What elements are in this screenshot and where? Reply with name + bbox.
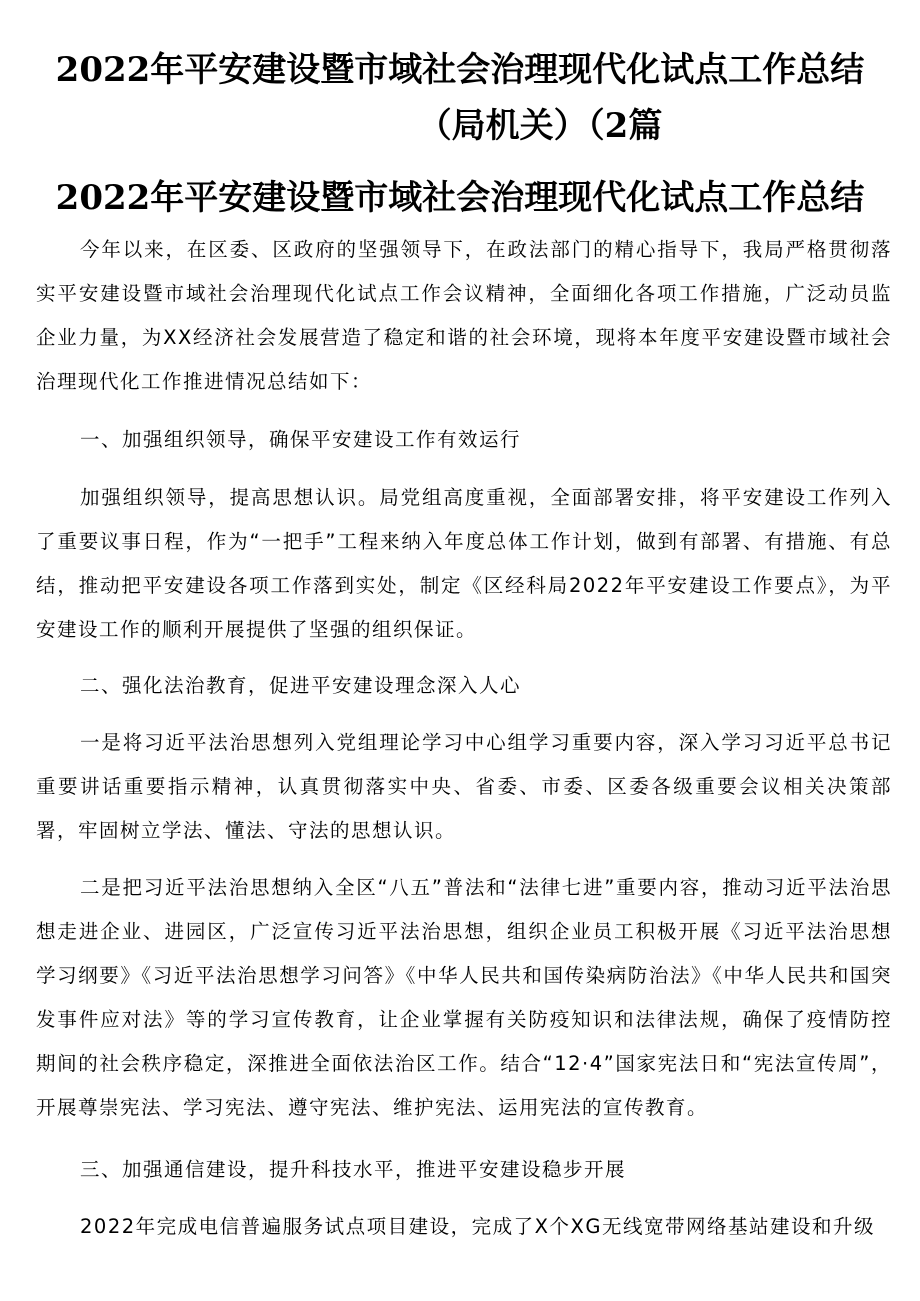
paragraph-study: 一是将习近平法治思想列入党组理论学习中心组学习重要内容，深入学习习近平总书记重要讲话重要指示精神，认真贯彻落实中央、省委、市委、区委各级重要会议相关决策部署，牢固树立学法、懂法、守法的思想认识。 bbox=[36, 731, 892, 842]
paragraph-publicity: 二是把习近平法治思想纳入全区“八五”普法和“法律七进”重要内容，推动习近平法治思想走进企业、进园区，广泛宣传习近平法治思想，组织企业员工积极开展《习近平法治思想学习纲要》《习近平法治思想学习问答》《中华人民共和国传染病防治法》《中华人民共和国突发事件应对法》等的学习宣传教育，让企业掌握有关防疫知识和法律法规，确保了疫情防控期间的社会秩序稳定，深推进全面依法治区工作。结合“12·4”国家宪法日和“宪法宣传周”，开展尊崇宪法、学习宪法、遵守宪法、维护宪法、运用宪法的宣传教育。 bbox=[36, 876, 892, 1119]
section-title: 2022年平安建设暨市域社会治理现代化试点工作总结 bbox=[55, 178, 865, 218]
document-title-subtitle: （局机关）（2篇 bbox=[417, 106, 663, 146]
heading-two: 二、强化法治教育，促进平安建设理念深入人心 bbox=[80, 674, 522, 697]
paragraph-organization: 加强组织领导，提高思想认识。局党组高度重视，全面部署安排，将平安建设工作列入了重要议事日程，作为“一把手”工程来纳入年度总体工作计划，做到有部署、有措施、有总结，推动把平安建设各项工作落到实处，制定《区经科局2022年平安建设工作要点》，为平安建设工作的顺利开展提供了坚强的组织保证。 bbox=[36, 486, 892, 641]
paragraph-intro: 今年以来，在区委、区政府的坚强领导下，在政法部门的精心指导下，我局严格贯彻落实平安建设暨市域社会治理现代化试点工作会议精神，全面细化各项工作措施，广泛动员监企业力量，为XX经济社会发展营造了稳定和谐的社会环境，现将本年度平安建设暨市域社会治理现代化工作推进情况总结如下： bbox=[36, 238, 892, 393]
document-title: 2022年平安建设暨市域社会治理现代化试点工作总结 bbox=[55, 50, 865, 90]
paragraph-telecom: 2022年完成电信普遍服务试点项目建设，完成了X个XG无线宽带网络基站建设和升级 bbox=[80, 1215, 875, 1238]
heading-one: 一、加强组织领导，确保平安建设工作有效运行 bbox=[80, 428, 522, 451]
heading-three: 三、加强通信建设，提升科技水平，推进平安建设稳步开展 bbox=[80, 1158, 627, 1181]
